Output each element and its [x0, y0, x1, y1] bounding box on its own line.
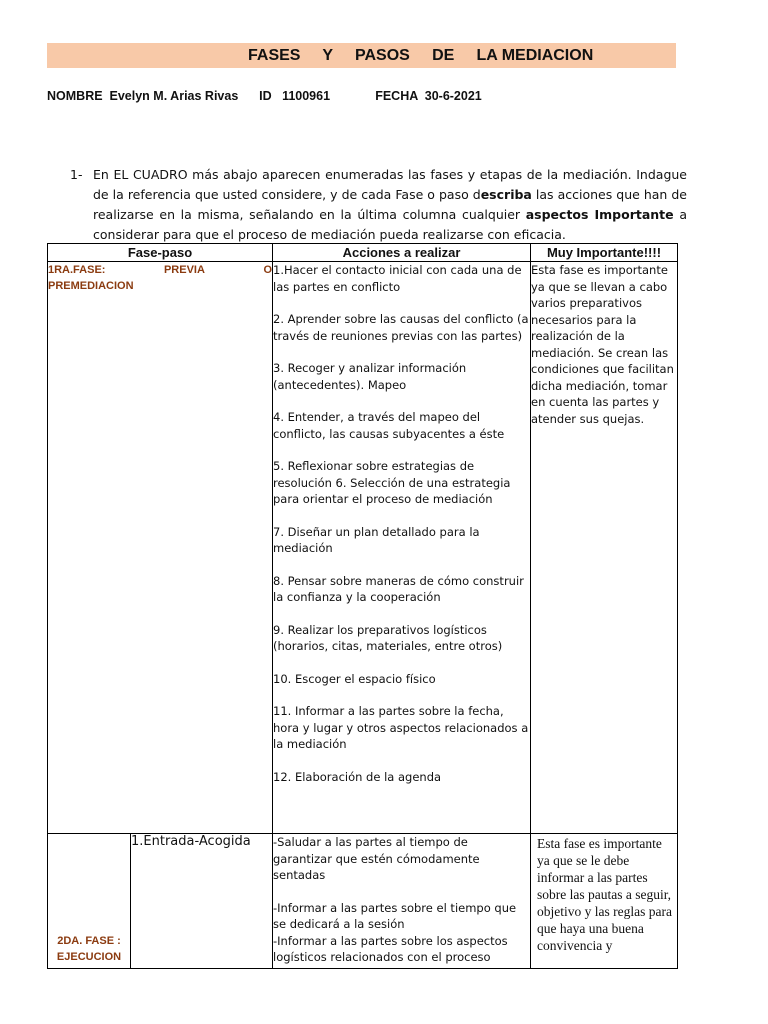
list-item: 5. Reflexionar sobre estrategias de resolución 6. Selección de una estrategia para orientar el proceso de mediación — [273, 459, 511, 506]
table-header-row — [48, 244, 678, 262]
header-acciones: Acciones a realizar — [273, 244, 531, 262]
phase-1-label-d: PREMEDIACION — [48, 280, 134, 292]
list-item: -Informar a las partes sobre los aspectos logísticos relacionados con el proceso — [273, 933, 508, 964]
header-fase-paso: Fase-paso — [48, 244, 273, 262]
table-row — [48, 834, 678, 969]
list-item: 4. Entender, a través del mapeo del conflicto, las causas subyacentes a éste — [273, 410, 505, 441]
phase-1-actions — [273, 262, 531, 834]
name-label: NOMBRE — [47, 89, 103, 103]
list-item: -Informar a las partes sobre el tiempo que se dedicará a la sesión — [273, 900, 517, 931]
list-item: 11. Informar a las partes sobre la fecha, hora y lugar y otros aspectos relacionados a la mediación — [273, 704, 529, 751]
mediation-phases-table — [47, 243, 678, 969]
phase-1-label — [48, 262, 273, 834]
phase-1-label-b: PREVIA — [163, 264, 205, 276]
instruction-bold-2: aspectos Importante — [525, 207, 674, 222]
phase-2-actions — [273, 834, 531, 969]
student-info-line — [47, 89, 727, 103]
instruction-part-1: En EL CUADRO más abajo aparecen enumeradas las fases y etapas de la mediación. Indague de la referencia que usted considere, y de cada Fase o paso d — [93, 167, 687, 202]
list-item: 1.Hacer el contacto inicial con cada una de las partes en conflicto — [273, 263, 522, 294]
phase-2-label-a: 2DA. FASE : — [57, 935, 121, 947]
date-value: 30-6-2021 — [424, 89, 482, 103]
instruction-part-2: las acciones que han de realizarse en la misma, señalando en la última columna cualquier — [93, 187, 687, 222]
list-item: 7. Diseñar un plan detallado para la mediación — [273, 524, 480, 555]
date-label: FECHA — [375, 89, 418, 103]
list-item: 12. Elaboración de la agenda — [273, 769, 442, 784]
phase-2-label — [48, 834, 131, 969]
phase-1-note: Esta fase es importante ya que se llevan a cabo varios preparativos necesarios para la realización de la mediación. Se crean las condiciones que facilitan dicha mediación, tomar en cuenta las partes y atender sus quejas. — [531, 262, 678, 834]
phase-2-note: Esta fase es importante ya que se le debe informar a las partes sobre las pautas a seguir, objetivo y las reglas para que haya una buena convivencia y — [537, 836, 672, 953]
phase-2-step: 1.Entrada-Acogida — [131, 834, 273, 969]
phase-1-label-c: O — [263, 264, 272, 276]
instruction-part-3: a considerar para que el proceso de mediación pueda realizarse con eficacia. — [93, 207, 687, 242]
list-item: 8. Pensar sobre maneras de cómo construir la confianza y la cooperación — [273, 573, 524, 604]
list-item: 2. Aprender sobre las causas del conflicto (a través de reuniones previas con las partes) — [273, 312, 529, 343]
id-value: 1100961 — [282, 89, 331, 103]
phase-2-label-b: EJECUCION — [56, 951, 122, 963]
table-row — [48, 262, 678, 834]
list-item: 9. Realizar los preparativos logísticos (horarios, citas, materiales, entre otros) — [273, 622, 503, 653]
instruction-bold-1: escriba — [480, 187, 532, 202]
instruction-paragraph — [47, 165, 687, 245]
header-muy-importante: Muy Importante!!!! — [531, 244, 678, 262]
id-label: ID — [259, 89, 272, 103]
document-title: FASES Y PASOS DE LA MEDIACION — [47, 43, 676, 68]
instruction-number: 1- — [70, 167, 83, 182]
list-item: 3. Recoger y analizar información (antecedentes). Mapeo — [273, 361, 467, 392]
instruction-text — [93, 165, 687, 245]
phase-2-note-cell — [531, 834, 678, 969]
phase-1-label-a: 1RA.FASE: — [48, 264, 106, 276]
name-value: Evelyn M. Arias Rivas — [109, 89, 239, 103]
list-item: -Saludar a las partes al tiempo de garantizar que estén cómodamente sentadas — [273, 835, 480, 882]
list-item: 10. Escoger el espacio físico — [273, 671, 436, 686]
